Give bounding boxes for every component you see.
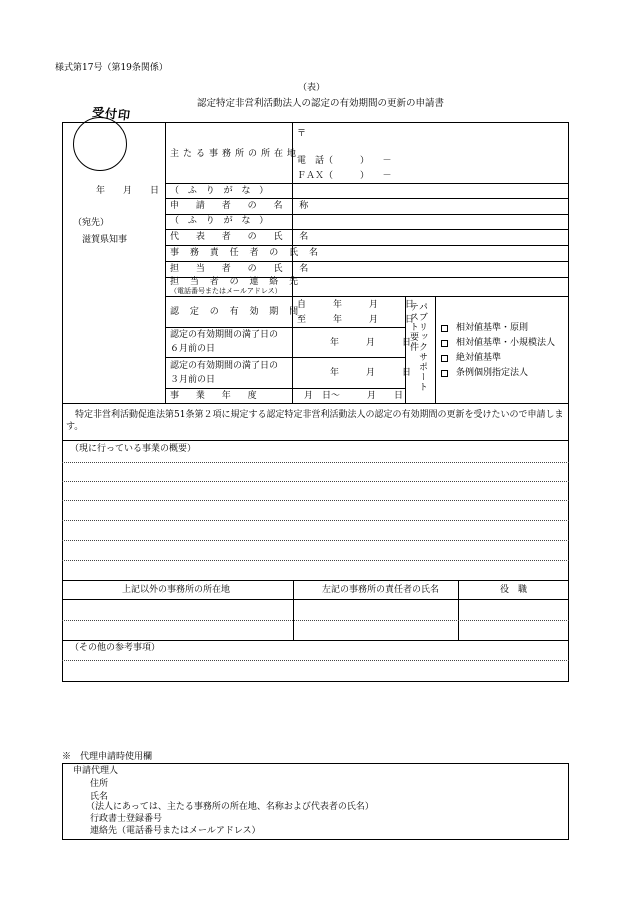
form-number: 様式第17号（第19条関係） <box>55 63 168 73</box>
receipt-stamp-circle <box>73 117 127 171</box>
row-line <box>165 327 405 328</box>
other-office-role-header: 役 職 <box>500 585 528 595</box>
six-month-value: 年 月 日 <box>330 338 412 348</box>
furigana-label-2: （ ふ り が な ） <box>170 216 272 226</box>
six-month-label-1: 認定の有効期間の満了日の <box>170 330 279 340</box>
front-mark: （表） <box>298 83 326 93</box>
fiscal-year-value: 月 日～ 月 日 <box>304 391 404 401</box>
row-line <box>62 580 569 581</box>
writing-line <box>62 540 569 541</box>
fiscal-year-label: 事 業 年 度 <box>170 391 264 401</box>
row-line <box>165 198 569 199</box>
row-line <box>165 183 569 184</box>
agent-scrivener-label: 行政書士登録番号 <box>90 814 163 824</box>
governor-label: 滋賀県知事 <box>82 235 128 245</box>
addressee-label: （宛先） <box>73 218 110 228</box>
three-month-value: 年 月 日 <box>330 368 412 378</box>
validity-label: 認 定 の 有 効 期 間 <box>170 307 303 317</box>
agent-name-label: 氏名 <box>90 792 109 802</box>
business-overview-label: （現に行っている事業の概要） <box>70 444 197 454</box>
receipt-date-line: 年 月 日 <box>96 186 160 196</box>
row-line <box>165 388 405 389</box>
fax-label: ＦＡＸ（ ） － <box>297 171 392 181</box>
validity-from: 自 年 月 日 <box>297 300 415 310</box>
label-column-divider <box>292 122 293 403</box>
six-month-label-2: ６月前の日 <box>170 344 216 354</box>
contact-info-note: （電話番号またはメールアドレス） <box>170 287 282 295</box>
pst-option-label: 相対値基準・小規模法人 <box>456 338 556 348</box>
other-office-address-header: 上記以外の事務所の所在地 <box>122 585 231 595</box>
row-line <box>165 296 569 297</box>
applicant-name-label: 申 請 者 の 名 称 <box>170 201 316 211</box>
writing-line <box>62 481 569 482</box>
col-line <box>458 580 459 640</box>
writing-line <box>62 462 569 463</box>
row-line <box>165 214 569 215</box>
representative-label: 代 表 者 の 氏 名 <box>170 232 316 242</box>
application-form <box>62 122 569 682</box>
pst-option-label: 絶対値基準 <box>456 353 502 363</box>
row-line <box>62 640 569 641</box>
writing-line <box>62 520 569 521</box>
receipt-stamp-label: 受付印 <box>91 104 132 124</box>
agent-corp-note: （法人にあっては、主たる事務所の所在地、名称および代表者の氏名） <box>86 802 374 812</box>
page-title: 認定特定非営利活動法人の認定の有効期間の更新の申請書 <box>197 98 445 109</box>
row-line <box>165 261 569 262</box>
pst-checkbox[interactable] <box>441 355 448 362</box>
pst-option-label: 条例個別指定法人 <box>456 368 529 378</box>
validity-to: 至 年 月 日 <box>297 315 415 325</box>
postal-mark: 〒 <box>297 129 307 139</box>
writing-line <box>62 660 569 661</box>
pst-divider <box>435 296 436 403</box>
agent-contact-label: 連絡先（電話番号またはメールアドレス） <box>90 826 261 836</box>
pst-checkbox[interactable] <box>441 370 448 377</box>
tel-label: 電 話（ ） － <box>297 156 392 166</box>
three-month-label-2: ３月前の日 <box>170 375 216 385</box>
contact-person-label: 担 当 者 の 氏 名 <box>170 264 316 274</box>
pst-option-label: 相対値基準・原則 <box>456 323 529 333</box>
writing-line <box>62 560 569 561</box>
agent-heading: ※ 代理申請時使用欄 <box>62 752 153 762</box>
row-line <box>165 357 405 358</box>
row-line <box>62 440 569 441</box>
validity-divider <box>405 296 406 403</box>
other-office-manager-header: 左記の事務所の責任者の氏名 <box>322 585 440 595</box>
writing-line <box>62 500 569 501</box>
row-line <box>62 403 569 404</box>
writing-line <box>62 620 569 621</box>
office-address-label: 主たる事務所の所在地 <box>170 149 301 159</box>
col-line <box>293 580 294 640</box>
furigana-label-1: （ ふ り が な ） <box>170 186 272 196</box>
contact-info-label: 担 当 者 の 連 絡 先 <box>170 277 303 287</box>
row-line <box>165 245 569 246</box>
pst-checkbox[interactable] <box>441 325 448 332</box>
three-month-label-1: 認定の有効期間の満了日の <box>170 361 279 371</box>
row-line <box>62 599 569 600</box>
pst-vertical-label: パブリックサポートテスト要件 <box>408 302 427 392</box>
agent-applicant-label: 申請代理人 <box>73 766 119 776</box>
left-column-divider <box>165 122 166 403</box>
other-notes-label: （その他の参考事項） <box>70 643 161 653</box>
agent-address-label: 住所 <box>90 779 109 789</box>
pst-checkbox[interactable] <box>441 340 448 347</box>
office-manager-label: 事 務 責 任 者 の 氏 名 <box>170 248 323 258</box>
declaration-text: 特定非営利活動促進法第51条第２項に規定する認定特定非営利活動法人の認定の有効期間の更新を受けたいので申請します。 <box>66 410 564 432</box>
row-line <box>165 229 569 230</box>
